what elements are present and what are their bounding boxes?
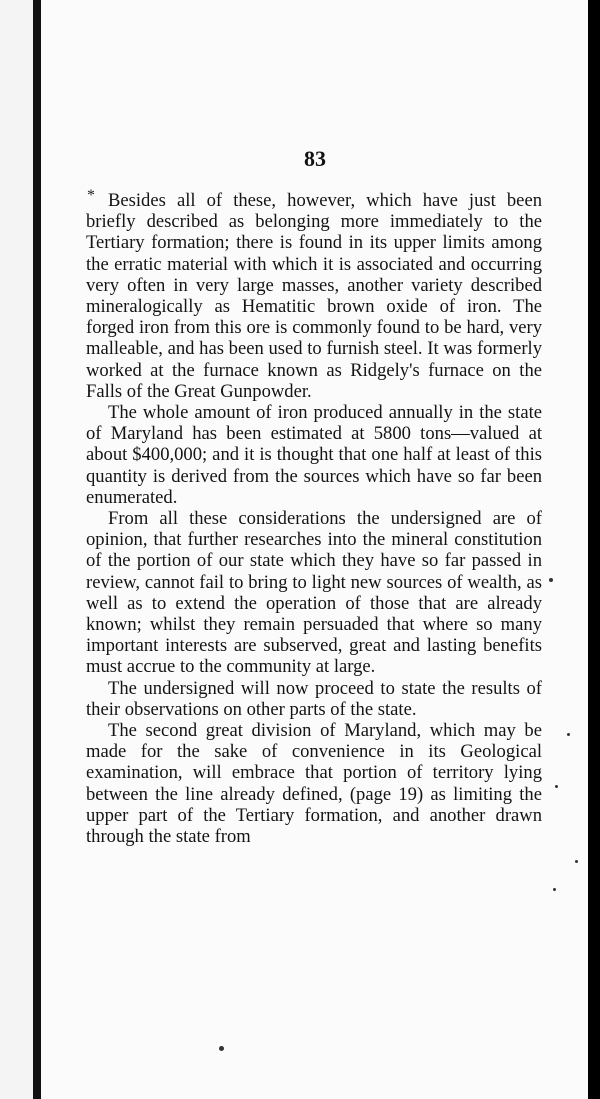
scan-speck <box>549 578 553 582</box>
book-gutter <box>33 0 41 1099</box>
paragraph-iron-production: The whole amount of iron produced annually in the state of Maryland has been estimated at 5800 tons—valued at about $400,000; and it is thought that one half at least of this quantity is derived from the sources which have so far been enumerated. <box>86 402 542 508</box>
scan-speck <box>567 733 570 736</box>
paragraph-proceed: The undersigned will now proceed to state the results of their observations on other parts of the state. <box>86 677 542 720</box>
footnote-asterisk: * <box>87 187 95 204</box>
paragraph-iron-hematite: Besides all of these, however, which have just been briefly described as belonging more immediately to the Tertiary formation; there is found in its upper limits among the erratic material with which it is associated and occurring very often in very large masses, another variety described mineralogically as Hematitic brown oxide of iron. The forged iron from this ore is commonly found to be hard, very malleable, and has been used to furnish steel. It was formerly worked at the furnace known as Ridgely's furnace on the Falls of the Great Gunpowder. <box>86 190 542 402</box>
scan-speck <box>575 860 578 863</box>
body-text <box>86 190 542 847</box>
scan-speck <box>219 1046 224 1051</box>
paragraph-considerations: From all these considerations the undersigned are of opinion, that further researches into the mineral constitution of the portion of our state which they have so far passed in review, cannot fail to bring to light new sources of wealth, as well as to extend the operation of those that are already known; whilst they remain persuaded that where so many important interests are subserved, great and lasting benefits must accrue to the community at large. <box>86 508 542 678</box>
paragraph-second-division: The second great division of Maryland, which may be made for the sake of convenience in its Geological examination, will embrace that portion of territory lying between the line already defined, (page 19) as limiting the upper part of the Tertiary formation, and another drawn through the state from <box>86 720 542 848</box>
scan-speck <box>555 785 558 788</box>
previous-page-edge <box>0 0 33 1099</box>
page-number: 83 <box>304 146 326 171</box>
scan-border <box>588 0 600 1099</box>
scan-speck <box>553 888 556 891</box>
